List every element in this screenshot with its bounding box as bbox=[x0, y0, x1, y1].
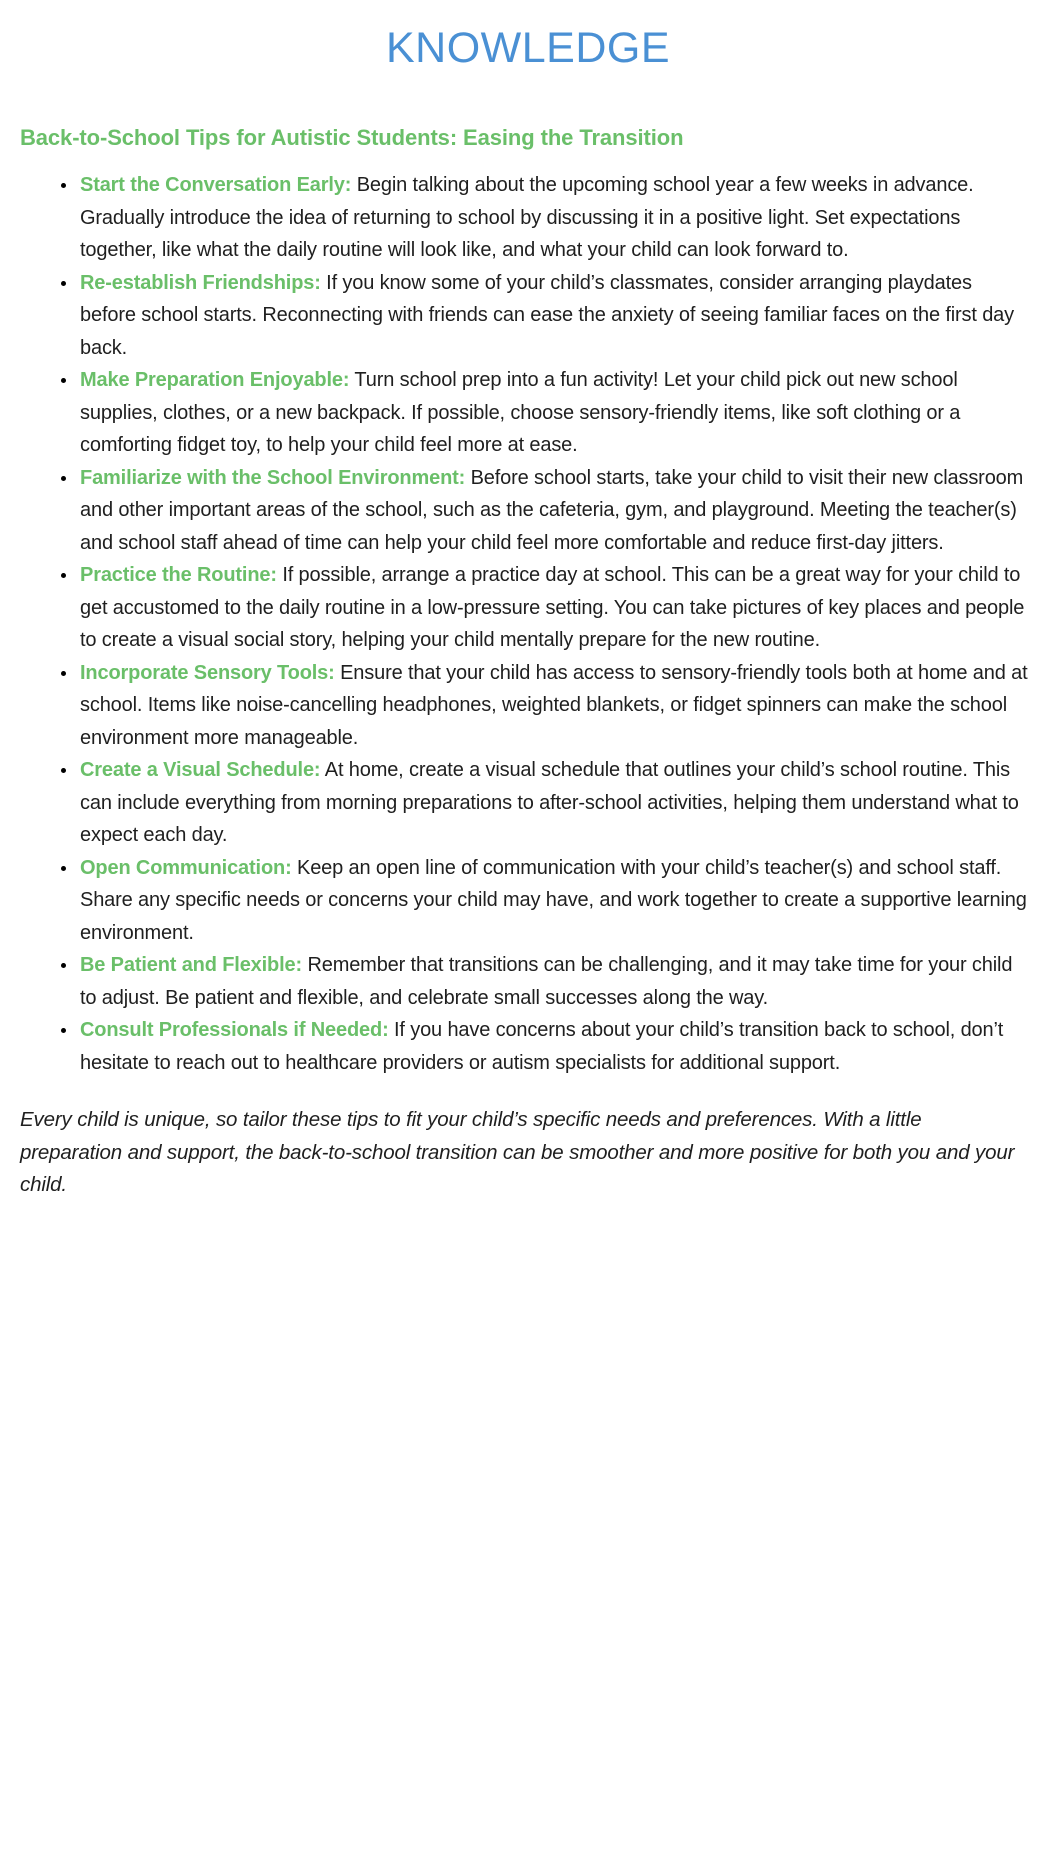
tip-item bbox=[78, 949, 1032, 1014]
tip-text: If you have concerns about your child’s transition back to school, don’t hesitate to reach out to healthcare providers or autism specialists for additional support. bbox=[80, 1019, 1004, 1074]
tip-label: Consult Professionals if Needed: bbox=[80, 1019, 389, 1041]
tip-label: Re-establish Friendships: bbox=[80, 271, 321, 294]
tip-text: Before school starts, take your child to visit their new classroom and other important areas of the school, such as the cafeteria, gym, and playground. Meeting the teacher(s) and school staff ahead of time can help your child feel more comfortable and reduce first-day jitters. bbox=[80, 466, 1024, 554]
tip-text: Ensure that your child has access to sensory-friendly tools both at home and at school. Items like noise-cancelling headphones, weighted blankets, or fidget spinners can make the school environment more manageable. bbox=[80, 661, 1028, 749]
tips-list bbox=[78, 169, 1032, 1079]
tip-label: Create a Visual Schedule: bbox=[80, 759, 321, 781]
tip-label: Make Preparation Enjoyable: bbox=[80, 369, 350, 391]
tip-item bbox=[78, 364, 1032, 462]
tip-label: Familiarize with the School Environment: bbox=[80, 466, 466, 489]
section-heading: Back-to-School Tips for Autistic Students: Easing the Transition bbox=[20, 125, 684, 150]
tip-label: Practice the Routine: bbox=[80, 564, 277, 586]
tip-text: At home, create a visual schedule that outlines your child’s school routine. This can include everything from morning preparations to after-school activities, helping them understand what to expect each day. bbox=[80, 759, 1019, 846]
tip-label: Open Communication: bbox=[80, 856, 292, 879]
tip-text: If you know some of your child’s classmates, consider arranging playdates before school starts. Reconnecting with friends can ease the anxiety of seeing familiar faces on the first day back. bbox=[80, 271, 1015, 359]
tip-item bbox=[78, 462, 1032, 560]
tip-text: Remember that transitions can be challenging, and it may take time for your child to adjust. Be patient and flexible, and celebrate small successes along the way. bbox=[80, 954, 1013, 1009]
tip-item bbox=[78, 559, 1032, 657]
tip-item bbox=[78, 754, 1032, 852]
tip-item bbox=[78, 1014, 1032, 1079]
tip-item bbox=[78, 657, 1032, 755]
page-title: KNOWLEDGE bbox=[385, 24, 671, 72]
tip-label: Incorporate Sensory Tools: bbox=[80, 661, 335, 684]
tip-label: Start the Conversation Early: bbox=[80, 174, 352, 196]
tip-text: Begin talking about the upcoming school year a few weeks in advance. Gradually introduce the idea of returning to school by discussing it in a positive light. Set expectations together, like what the daily routine will look like, and what your child can look forward to. bbox=[80, 174, 974, 261]
closing-note: Every child is unique, so tailor these tips to fit your child’s specific needs and preferences. With a little preparation and support, the back-to-school transition can be smoother and more positive for both you and your child. bbox=[20, 1108, 1015, 1196]
tip-text: Keep an open line of communication with your child’s teacher(s) and school staff. Share any specific needs or concerns your child may have, and work together to create a supportive learning environment. bbox=[80, 856, 1027, 944]
knowledge-page bbox=[0, 24, 1056, 1850]
tip-item bbox=[78, 267, 1032, 365]
tip-text: Turn school prep into a fun activity! Let your child pick out new school supplies, clothes, or a new backpack. If possible, choose sensory-friendly items, like soft clothing or a comforting fidget toy, to help your child feel more at ease. bbox=[80, 369, 961, 456]
tip-item bbox=[78, 852, 1032, 950]
tip-text: If possible, arrange a practice day at school. This can be a great way for your child to get accustomed to the daily routine in a low-pressure setting. You can take pictures of key places and people to create a visual social story, helping your child mentally prepare for the new routine. bbox=[80, 564, 1025, 651]
tip-label: Be Patient and Flexible: bbox=[80, 954, 303, 976]
tip-item bbox=[78, 169, 1032, 267]
